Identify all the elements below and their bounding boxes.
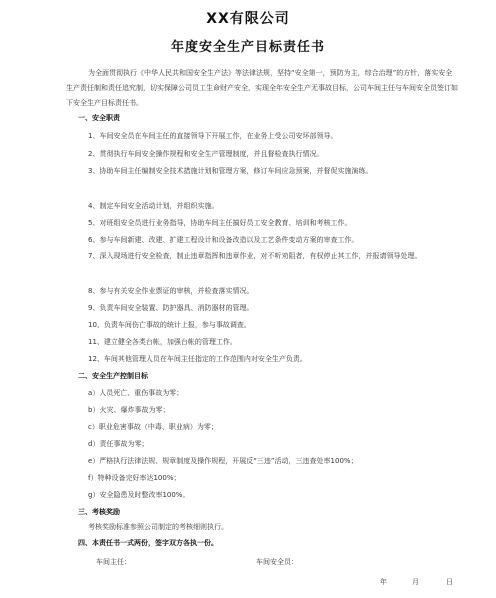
section-2-heading: 二、安全生产控制目标	[78, 372, 148, 380]
intro-paragraph: 为全面贯彻执行《中华人民共和国安全生产法》等法律法规，坚持“安全第一，预防为主，综合治理”的方针，落实安全生产责任制和责任追究制，切实保障公司员工生命财产安全，实现全年安全生产无事故目标，公司车间主任与车间安全员签订如下安全生产目标责任书。	[66, 69, 458, 107]
duty-item-12: 12、车间其他管理人员在车间主任指定的工作范围内对安全生产负责。	[88, 355, 307, 363]
duty-item-6: 6、参与车间新建、改建、扩建工程设计和设备改造以及工艺条件变动方案的审查工作。	[88, 236, 359, 244]
duty-item-5: 5、对班组安全员进行业务指导，协助车间主任搞好员工安全教育、培训和考核工作。	[88, 219, 352, 227]
document-title: 年度安全生产目标责任书	[170, 40, 325, 55]
target-item-b: b）火灾、爆炸事故为零；	[88, 406, 170, 414]
target-item-e: e）严格执行法律法规、规章制度及操作规程，开展反“三违”活动，三违查处率100%；	[88, 457, 358, 465]
duty-item-2: 2、贯彻执行车间安全操作规程和安全生产管理制度，并且督检查执行情况。	[88, 150, 324, 158]
duty-item-8: 8、参与有关安全作业票证的审核，并检查落实情况。	[88, 287, 254, 295]
duty-item-3: 3、协助车间主任编制安全技术措施计划和管理方案，修订车间应急预案，并督促实施演练。	[88, 167, 373, 175]
date-day-label: 日	[446, 578, 453, 586]
signature-director-label: 车间主任：	[96, 558, 131, 566]
target-item-f: f）特种设备完好率达100%；	[88, 474, 181, 482]
duty-item-7: 7、深入现场进行安全检查，制止违章指挥和违章作业，对不听劝阻者，有权停止其工作，并报请领导处理。	[88, 252, 422, 260]
target-item-d: d）责任事故为零；	[88, 440, 149, 448]
duty-item-1: 1、车间安全员在车间主任的直接领导下开展工作，在业务上受公司安环部领导。	[88, 132, 338, 140]
section-4-heading: 四、本责任书一式两份，签字双方各执一份。	[78, 539, 218, 547]
target-item-a: a）人员死亡、重伤事故为零；	[88, 389, 184, 397]
target-item-c: c）职业危害事故（中毒、职业病）为零；	[88, 423, 218, 431]
section-3-heading: 三、考核奖励	[78, 508, 120, 516]
duty-item-4: 4、制定车间安全活动计划，并组织实施。	[88, 202, 219, 210]
duty-item-9: 9、负责车间安全装置、防护器具、消防器材的管理。	[88, 304, 254, 312]
date-year-label: 年	[380, 578, 387, 586]
company-name: XX有限公司	[206, 11, 290, 27]
duty-item-10: 10、负责车间伤亡事故的统计上报，参与事故调查。	[88, 321, 251, 329]
target-item-g: g）安全隐患及时整改率100%。	[88, 491, 190, 499]
signature-safety-officer-label: 车间安全员：	[256, 558, 298, 566]
section-1-heading: 一、安全职责	[78, 114, 120, 122]
date-month-label: 月	[412, 578, 419, 586]
section-3-text: 考核奖励标准参照公司制定的考核细则执行。	[88, 523, 228, 531]
duty-item-11: 11、建立健全各类台帐，加强台帐的管理工作。	[88, 338, 237, 346]
